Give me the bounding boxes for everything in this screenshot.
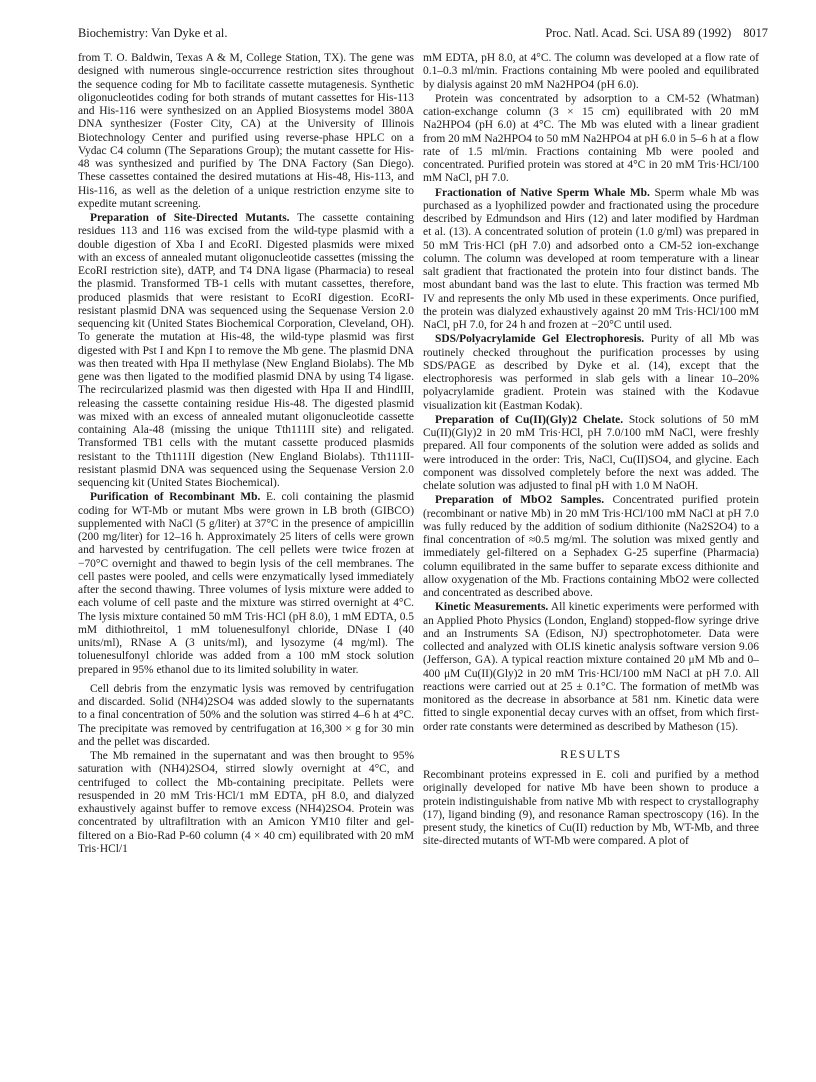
paragraph-heading: Preparation of MbO2 Samples. [435,494,605,507]
left-column [78,52,414,856]
paragraph [78,750,414,856]
paragraph [423,414,759,494]
paragraph [423,494,759,600]
paragraph-text: The cassette containing residues 113 and 116 was excised from the wild-type plasmid with a double digestion of Xba I and EcoRI. Digested plasmids were mixed with an excess of annealed mutant oligonucleotide cassettes (missing the EcoRI restriction site), dATP, and T4 DNA ligase (Pharmacia) to reseal the plasmid. Transformed TB-1 cells with mutant cassettes, therefore, produced plasmids that were resistant to EcoRI digestion. EcoRI-resistant plasmid DNA was sequenced using the Sequenase Version 2.0 sequencing kit (United States Biochemical Corporation, Cleveland, OH). To generate the mutation at His-48, the wild-type plasmid was first digested with Pst I and Kpn I to remove the Mb gene. The plasmid DNA was then treated with Hpa II methylase (New England Biolabs). The Mb gene was then ligated to the modified plasmid DNA by using T4 ligase. The recircularized plasmid was then digested with Hpa II and HindIII, releasing the cassette containing residue His-48. The digested plasmid was mixed with an excess of annealed mutant oligonucleotide cassette containing Ala-48 (missing the unique Tth111II site) and religated. Transformed TB1 cells with the mutant cassette produced plasmids resistant to the Tth111II digestion (New England Biolabs). Tth111II-resistant plasmid DNA was sequenced using the Sequenase Version 2.0 sequencing kit (United States Biochemical). [78,212,414,489]
results-section-title: RESULTS [560,746,622,761]
paragraph [78,683,414,749]
paragraph-text: mM EDTA, pH 8.0, at 4°C. The column was developed at a flow rate of 0.1–0.3 ml/min. Fractions containing Mb were pooled and equilibrated by dialysis against 20 mM Na2HPO4 (pH 6.0). [423,52,759,91]
paragraph-text: The Mb remained in the supernatant and was then brought to 95% saturation with (NH4)2SO4, stirred slowly overnight at 4°C, and centrifuged to collect the Mb-containing precipitate. Pellets were resuspended in 20 mM Tris·HCl/1 mM EDTA, pH 8.0, and dialyzed exhaustively against buffer to remove excess (NH4)2SO4. Protein was concentrated by ultrafiltration with an Amicon YM10 filter and gel-filtered on a Bio-Rad P-60 column (4 × 40 cm) equilibrated with 20 mM Tris·HCl/1 [78,750,414,855]
paragraph [423,769,759,849]
right-column [423,52,759,849]
running-header [78,24,768,42]
paragraph [423,187,759,333]
paragraph [423,601,759,734]
paragraph-heading: Purification of Recombinant Mb. [90,491,261,504]
journal-name: Proc. Natl. Acad. Sci. USA 89 (1992) [545,26,732,40]
paragraph-text: Cell debris from the enzymatic lysis was removed by centrifugation and discarded. Solid (NH4)2SO4 was added slowly to the supernatants to a final concentration of 50% and the solution was stirred 4–6 h at 4°C. The precipitate was removed by centrifugation at 16,300 × g for 30 min and the pellet was discarded. [78,682,414,748]
page-number: 8017 [743,26,768,40]
paragraph-text: Purity of all Mb was routinely checked throughout the purification processes by using SDS/PAGE as described by Dyke et al. (14), except that the electrophoresis was performed in slab gels with a linear 10–20% polyacrylamide gradient. Protein was stained with the Kodavue visualization kit (Eastman Kodak). [423,333,759,412]
paragraph-text: from T. O. Baldwin, Texas A & M, College Station, TX). The gene was designed with numerous single-occurrence restriction sites throughout the sequence coding for Mb to facilitate cassette mutagenesis. Synthetic oligonucleotides coding for both strands of mutant cassettes for His-113 and His-116 were synthesized on an Applied Biosystems model 380A DNA synthesizer (Foster City, CA) at the University of Illinois Biotechnology Center and purified using reverse-phase HPLC on a Vydac C4 column (The Separations Group); the mutant cassette for His-48 was synthesized and purified by The DNA Factory (San Diego). These cassettes contained the desired mutations at His-48, His-113, and His-116, as well as the deletion of a unique restriction enzyme site to expedite mutant screening. [78,52,414,210]
paragraph-heading: Preparation of Site-Directed Mutants. [90,212,290,224]
journal-citation [545,24,768,42]
running-title: Biochemistry: Van Dyke et al. [78,26,228,40]
paragraph-heading: SDS/Polyacrylamide Gel Electrophoresis. [435,333,645,346]
paragraph-text: All kinetic experiments were performed with an Applied Photo Physics (London, England) stopped-flow syringe drive and an Instruments SA (Edison, NJ) spectrophotometer. Data were collected and analyzed with OLIS kinetic analysis software version 9.06 (Jefferson, GA). A typical reaction mixture contained 20 μM Mb and 0–400 μM Cu(II)(Gly)2 in 20 mM Tris·HCl/100 mM NaCl at pH 7.0. All reactions were carried out at 25 ± 0.1°C. The formation of metMb was monitored as the decrease in absorbance at 581 nm. Kinetic data were fitted to single exponential decay curves with an offset, from which first-order rate constants were determined as described by Matheson (15). [423,601,759,733]
paragraph-text: Recombinant proteins expressed in E. coli and purified by a method originally developed for native Mb have been shown to produce a protein indistinguishable from native Mb with respect to crystallography (17), ligand binding (9), and resonance Raman spectroscopy (16). In the present study, the kinetics of Cu(II) reduction by Mb, WT-Mb, and three site-directed mutants of WT-Mb were compared. A plot of [423,769,759,848]
paragraph-text: Concentrated purified protein (recombinant or native Mb) in 20 mM Tris·HCl/100 mM NaCl at pH 7.0 was fully reduced by the addition of sodium dithionite (Na2S2O4) to a final concentration of ≈0.5 mg/ml. The solution was mixed gently and immediately gel-filtered on a Sephadex G-25 superfine (Pharmacia) column equilibrated in the same buffer to separate excess dithionite and allow oxygenation of the Mb. Fractions containing MbO2 were collected and concentrated as described above. [423,494,759,599]
paragraph [423,333,759,413]
paragraph [78,212,414,490]
paragraph-text: Stock solutions of 50 mM Cu(II)(Gly)2 in 20 mM Tris·HCl, pH 7.0/100 mM NaCl, were freshly prepared. All four components of the solution were added as solids and were introduced in the order: Tris, NaCl, Cu(II)SO4, and glycine. Each component was dissolved completely before the next was added. The chelate solution was adjusted to final pH with 1.0 M NaOH. [423,413,759,492]
paragraph [423,93,759,186]
paragraph [78,52,414,211]
paragraph-heading: Preparation of Cu(II)(Gly)2 Chelate. [435,413,624,426]
paragraph [423,52,759,92]
paragraph-text: Protein was concentrated by adsorption to a CM-52 (Whatman) cation-exchange column (3 × 15 cm) equilibrated with 20 mM Na2HPO4 (pH 6.0) at 4°C. The Mb was eluted with a linear gradient from 20 mM Na2HPO4 to 50 mM Na2HPO4 at pH 6.0 in 5–6 h at a flow rate of 1.5 ml/min. Fractions containing Mb were pooled and concentrated. Purified protein was stored at 4°C in 20 mM Tris·HCl/100 mM NaCl, pH 7.0. [423,92,759,185]
paragraph-text: E. coli containing the plasmid coding for WT-Mb or mutant Mbs were grown in LB broth (GIBCO) supplemented with NaCl (5 g/liter) at 37°C in the presence of ampicillin (200 mg/liter) for 12–16 h. Approximately 25 liters of cells were grown and harvested by centrifugation. The cell pellets were twice frozen at −70°C overnight and thawed to begin lysis of the cell membranes. The cell pastes were pooled, and cells were enzymatically lysed immediately after the second thawing. Three volumes of lysis mixture were added to each volume of cell paste and the mixture was stirred overnight at 4°C. The lysis mixture contained 50 mM Tris·HCl (pH 8.0), 1 mM EDTA, 0.5 mM dithiothreitol, 1 mM toluenesulfonyl chloride, DNase I (40 units/ml), RNase A (3 units/ml), and lysozyme (4 mg/ml). The toluenesulfonyl chloride was added from a 100 mM stock solution prepared in 95% ethanol due to its limited solubility in water. [78,491,415,676]
paragraph-heading: Fractionation of Native Sperm Whale Mb. [435,186,650,199]
paragraph-text: Sperm whale Mb was purchased as a lyophilized powder and fractionated using the procedure described by Edmundson and Hirs (12) and later modified by Hardman et al. (13). A concentrated solution of protein (1.0 g/ml) was prepared in 50 mM Tris·HCl (pH 7.0) and adsorbed onto a CM-52 ion-exchange column. The column was developed at room temperature with a linear salt gradient that fractionated the protein into four distinct bands. The most abundant band was the last to elute. This fraction was termed Mb IV and represents the only Mb used in these experiments. Once purified, the protein was dialyzed exhaustively against 20 mM Tris·HCl/100 mM NaCl, pH 7.0, for 24 h and frozen at −20°C until used. [423,186,760,331]
paragraph-heading: Kinetic Measurements. [435,601,549,614]
paragraph [78,491,414,677]
